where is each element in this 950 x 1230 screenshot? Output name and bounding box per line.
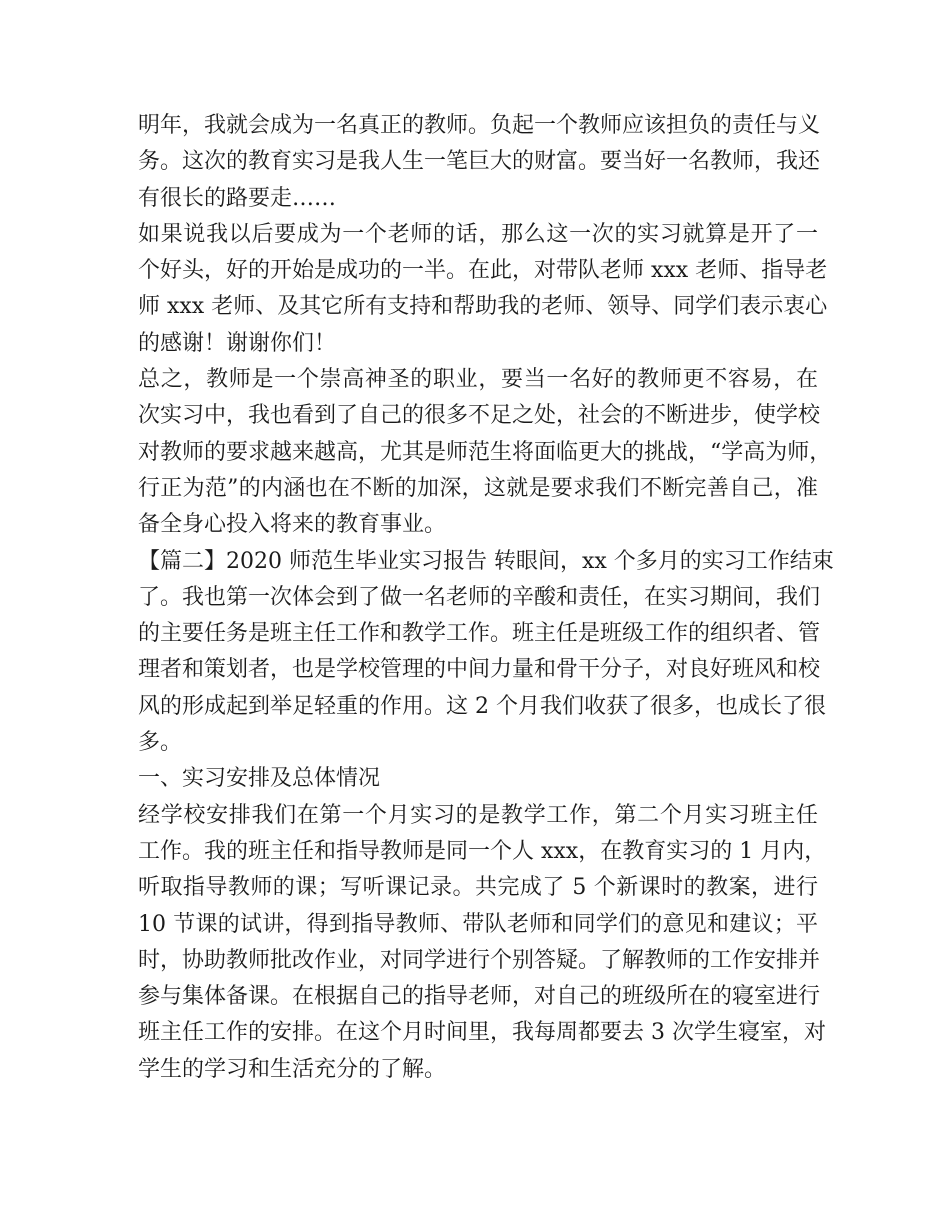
text-line: 次实习中，我也看到了自己的很多不足之处，社会的不断进步，使学校 [138,403,821,429]
text-line: 有很长的路要走…… [138,185,337,211]
text-line: 对教师的要求越来越高，尤其是师范生将面临更大的挑战，“学高为师， [138,439,832,465]
subheading-line: 一、实习安排及总体情况 [138,766,381,792]
text-line: 风的形成起到举足轻重的作用。这 2 个月我们收获了很多，也成长了很 [138,693,826,719]
text-line: 明年，我就会成为一名真正的教师。负起一个教师应该担负的责任与义 [138,113,821,138]
text-line: 总之，教师是一个崇高神圣的职业，要当一名好的教师更不容易，在 [138,367,818,393]
text-line: 备全身心投入将来的教育事业。 [138,512,447,538]
text-line: 个好头，好的开始是成功的一半。在此，对带队老师 xxx 老师、指导老 [138,258,828,284]
document-body [138,108,834,1088]
text-line: 行正为范”的内涵也在不断的加深，这就是要求我们不断完善自己，准 [138,475,818,501]
text-line: 的感谢！谢谢你们！ [138,330,337,356]
text-line: 务。这次的教育实习是我人生一笔巨大的财富。要当好一名教师，我还 [138,149,821,175]
text-line: 师 xxx 老师、及其它所有支持和帮助我的老师、领导、同学们表示衷心 [138,294,828,320]
text-line: 班主任工作的安排。在这个月时间里，我每周都要去 3 次学生寝室，对 [138,1020,826,1046]
text-line: 的主要任务是班主任工作和教学工作。班主任是班级工作的组织者、管 [138,621,821,647]
text-line: 如果说我以后要成为一个老师的话，那么这一次的实习就算是开了一 [138,221,818,247]
text-line: 时，协助教师批改作业，对同学进行个别答疑。了解教师的工作安排并 [138,947,821,973]
section-heading-line: 【篇二】2020 师范生毕业实习报告 转眼间，xx 个多月的实习工作结束 [138,548,834,574]
text-line: 了。我也第一次体会到了做一名老师的辛酸和责任，在实习期间，我们 [138,584,821,610]
text-line: 工作。我的班主任和指导教师是同一个人 xxx，在教育实习的 1 月内， [138,838,827,864]
text-line: 学生的学习和生活充分的了解。 [138,1056,447,1082]
text-line: 10 节课的试讲，得到指导教师、带队老师和同学们的意见和建议；平 [138,911,818,937]
text-line: 经学校安排我们在第一个月实习的是教学工作，第二个月实习班主任 [138,802,818,828]
text-line: 理者和策划者，也是学校管理的中间力量和骨干分子，对良好班风和校 [138,657,821,683]
text-line: 听取指导教师的课；写听课记录。共完成了 5 个新课时的教案，进行 [138,875,818,901]
text-line: 参与集体备课。在根据自己的指导老师，对自己的班级所在的寝室进行 [138,984,821,1010]
text-line: 多。 [138,730,183,756]
